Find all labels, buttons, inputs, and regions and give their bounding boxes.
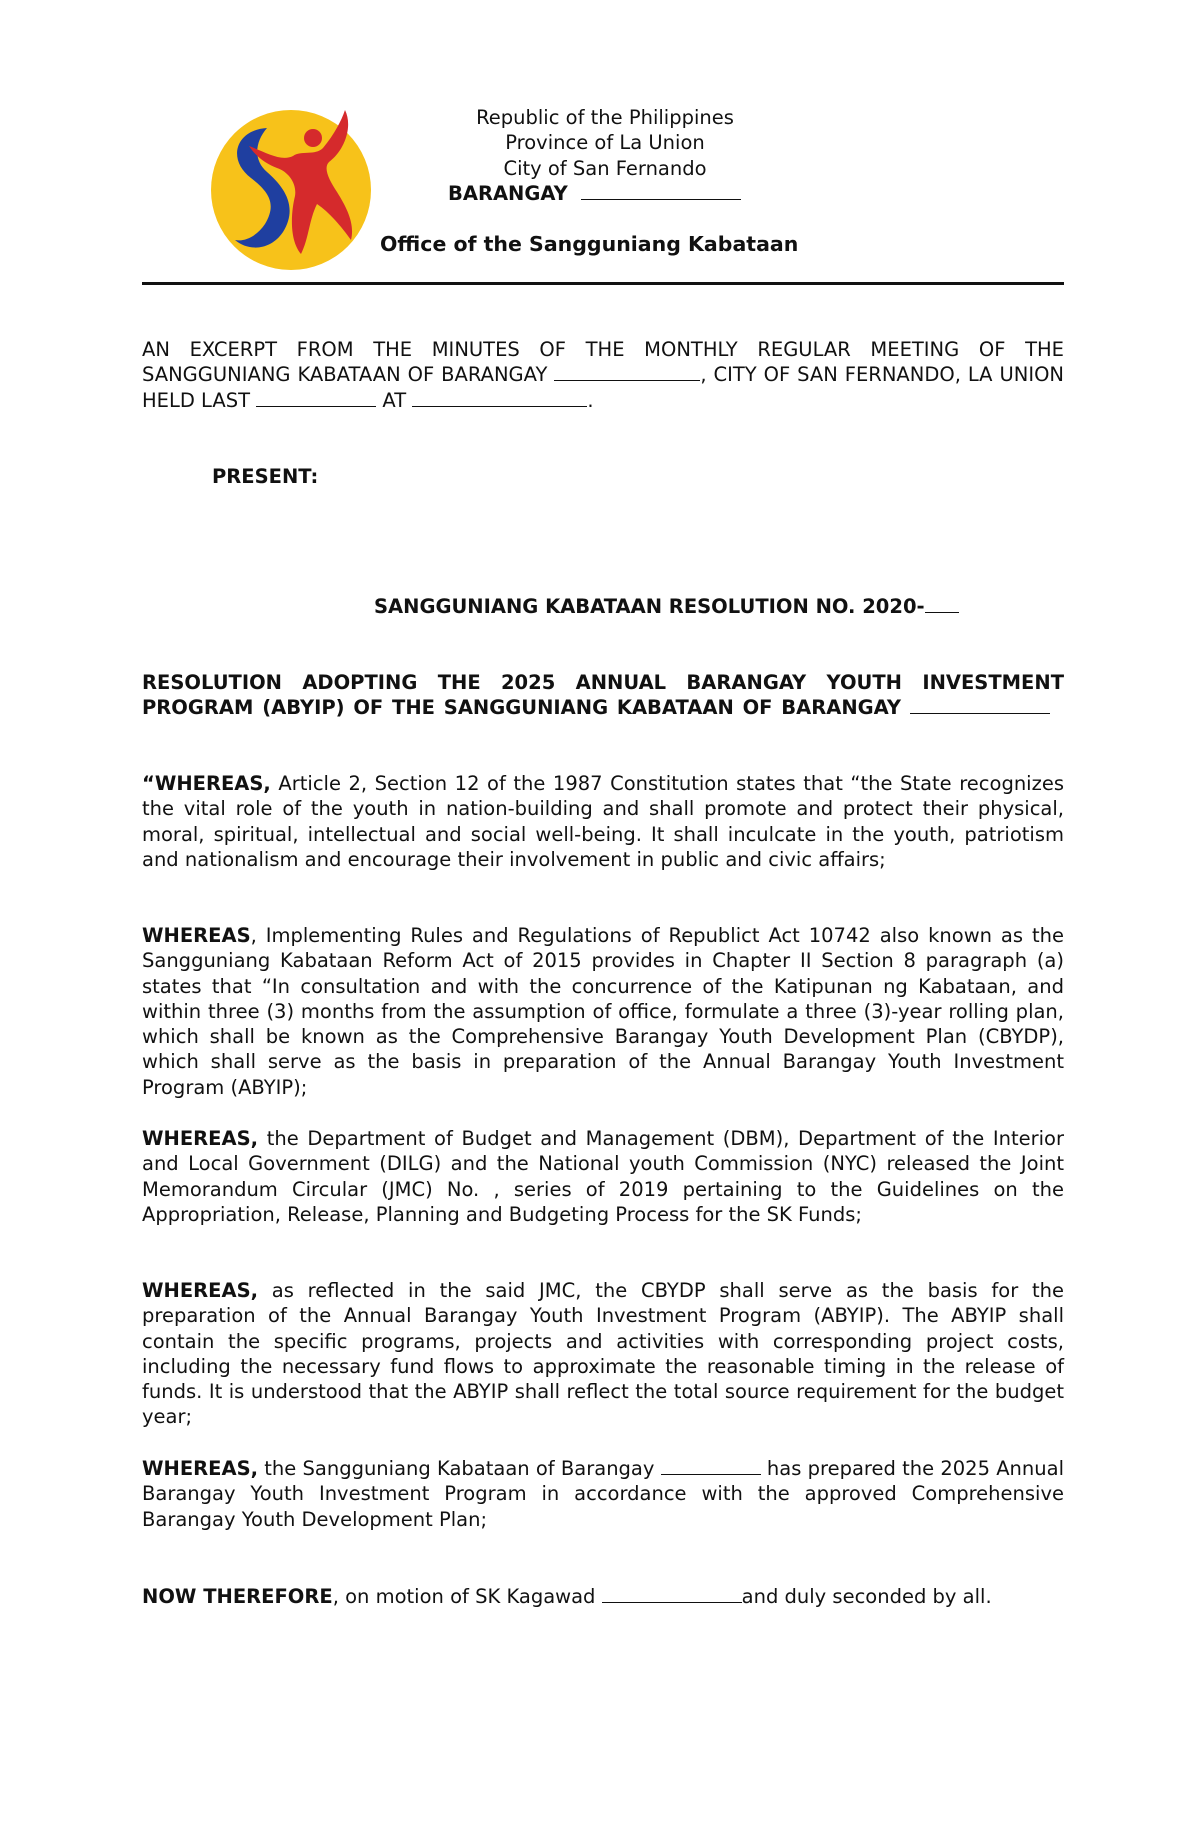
now-therefore-lead: NOW THEREFORE — [142, 1585, 333, 1608]
header-barangay — [448, 182, 741, 205]
excerpt-part1: AN EXCERPT FROM THE MINUTES OF THE MONTHLY REGULAR MEETING OF THE SANGGUNIANG KABATAAN OF BARANGAY — [142, 338, 1064, 387]
resolution-number-text: SANGGUNIANG KABATAAN RESOLUTION NO. 2020- — [374, 595, 925, 618]
whereas-1-lead: “WHEREAS, — [142, 772, 271, 795]
header-office: Office of the Sangguniang Kabataan — [380, 232, 799, 256]
whereas-4 — [142, 1278, 1064, 1430]
whereas-4-lead: WHEREAS, — [142, 1279, 259, 1302]
header-city: City of San Fernando — [503, 157, 707, 180]
whereas-5-blank — [661, 1457, 761, 1475]
whereas-4-text: as reflected in the said JMC, the CBYDP shall serve as the basis for the preparation of the Annual Barangay Youth Investment Program (ABYIP). The ABYIP shall contain the specific programs, projects and activities with corresponding project costs, including the necessary fund flows to approximate the reasonable timing in the release of funds. It is understood that the ABYIP shall reflect the total source requirement for the budget year; — [142, 1279, 1064, 1429]
whereas-3 — [142, 1126, 1064, 1227]
now-therefore-text-b: and duly seconded by all. — [741, 1585, 992, 1608]
excerpt-venue-blank — [412, 389, 587, 407]
excerpt-part4: . — [587, 388, 594, 412]
barangay-label: BARANGAY — [448, 182, 568, 205]
whereas-3-lead: WHEREAS, — [142, 1127, 259, 1150]
excerpt-part3: AT — [382, 388, 407, 412]
whereas-5 — [142, 1456, 1064, 1532]
whereas-1 — [142, 771, 1064, 872]
logo-red-head — [304, 129, 322, 147]
whereas-5-text-b: has prepared the 2025 Annual Barangay Youth Investment Program in accordance with the approved Comprehensive Barangay Youth Development Plan; — [142, 1457, 1064, 1531]
resolution-title-text: RESOLUTION ADOPTING THE 2025 ANNUAL BARANGAY YOUTH INVESTMENT PROGRAM (ABYIP) OF THE SANGGUNIANG KABATAAN OF BARANGAY — [142, 671, 1064, 720]
whereas-5-text-a: the Sangguniang Kabataan of Barangay — [258, 1457, 655, 1480]
resolution-number-blank — [925, 595, 959, 613]
resolution-title — [142, 670, 1064, 721]
whereas-1-text: Article 2, Section 12 of the 1987 Constitution states that “the State recognizes the vital role of the youth in nation-building and shall promote and protect their physical, moral, spiritual, intellectual and social well-being. It shall inculcate in the youth, patriotism and nationalism and encourage their involvement in public and civic affairs; — [142, 772, 1064, 871]
whereas-2-lead: WHEREAS — [142, 924, 251, 947]
whereas-2 — [142, 923, 1064, 1100]
resolution-number — [374, 594, 959, 619]
now-therefore — [142, 1584, 1064, 1609]
kagawad-blank — [602, 1585, 742, 1603]
resolution-title-blank — [910, 696, 1050, 714]
header-divider — [142, 282, 1064, 285]
present-label: PRESENT: — [212, 465, 319, 488]
barangay-blank — [581, 182, 741, 200]
excerpt-part2: , CITY OF SAN FERNANDO, LA UNION HELD LAST — [142, 363, 1065, 412]
excerpt-barangay-blank — [554, 363, 700, 381]
whereas-2-text: , Implementing Rules and Regulations of Republict Act 10742 also known as the Sangguniang Kabataan Reform Act of 2015 provides in Chapter II Section 8 paragraph (a) states that “In consultation and with the concurrence of the Katipunan ng Kabataan, and within three (3) months from the assumption of office, formulate a three (3)-year rolling plan, which shall be known as the Comprehensive Barangay Youth Development Plan (CBYDP), which shall serve as the basis in preparation of the Annual Barangay Youth Investment Program (ABYIP); — [142, 924, 1064, 1099]
minutes-excerpt — [142, 337, 1064, 413]
now-therefore-text-a: , on motion of SK Kagawad — [332, 1585, 596, 1608]
header-province: Province of La Union — [505, 131, 705, 154]
whereas-5-lead: WHEREAS, — [142, 1457, 259, 1480]
whereas-3-text: the Department of Budget and Management (DBM), Department of the Interior and Local Government (DILG) and the National youth Commission (NYC) released the Joint Memorandum Circular (JMC) No. , series of 2019 pertaining to the Guidelines on the Appropriation, Release, Planning and Budgeting Process for the SK Funds; — [142, 1127, 1064, 1226]
header-republic: Republic of the Philippines — [476, 106, 734, 129]
excerpt-date-blank — [256, 389, 376, 407]
